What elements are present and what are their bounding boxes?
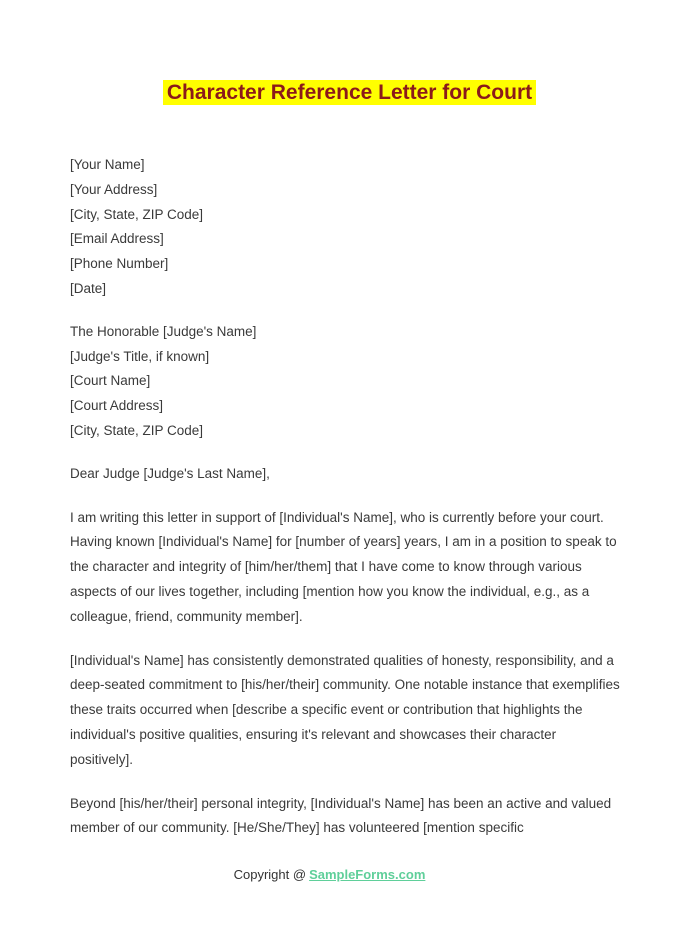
body-paragraph-3: Beyond [his/her/their] personal integrity, [Individual's Name] has been an active and valued member of our community. [He/She/They] has volunteered [mention specific: [70, 795, 612, 836]
letter-body: [70, 153, 622, 841]
body-paragraph-1: I am writing this letter in support of [Individual's Name], who is currently before your court. Having known [Individual's Name] for [number of years] years, I am in a position to speak to the character and integrity of [him/her/them] that I have come to know through various aspects of our lives together, including [mention how you know the individual, e.g., as a colleague, friend, community member].: [70, 509, 617, 624]
copyright-label: Copyright @: [233, 867, 307, 882]
page-title: [0, 78, 699, 108]
sender-line: [Phone Number]: [70, 256, 169, 272]
sender-line: [City, State, ZIP Code]: [70, 206, 204, 222]
recipient-address-block: [70, 320, 622, 444]
recipient-line: [Court Address]: [70, 398, 164, 414]
recipient-line: The Honorable [Judge's Name]: [70, 323, 257, 339]
sender-line: [Your Address]: [70, 181, 158, 197]
page-title-highlight: Character Reference Letter for Court: [163, 80, 536, 105]
footer: [0, 866, 699, 884]
body-paragraph-2: [Individual's Name] has consistently demonstrated qualities of honesty, responsibility, and a deep-seated commitment to [his/her/their] community. One notable instance that exemplifies these traits occurred when [describe a specific event or contribution that highlights the individual's positive qualities, ensuring it's relevant and showcases their character positively].: [70, 652, 620, 767]
recipient-line: [Judge's Title, if known]: [70, 348, 210, 364]
sender-line: [Email Address]: [70, 231, 164, 247]
recipient-line: [City, State, ZIP Code]: [70, 422, 204, 438]
sender-address-block: [70, 153, 622, 302]
sampleforms-link[interactable]: SampleForms.com: [309, 867, 426, 882]
sender-line: [Date]: [70, 280, 107, 296]
recipient-line: [Court Name]: [70, 373, 151, 389]
sender-line: [Your Name]: [70, 157, 145, 172]
salutation: Dear Judge [Judge's Last Name],: [70, 465, 270, 481]
